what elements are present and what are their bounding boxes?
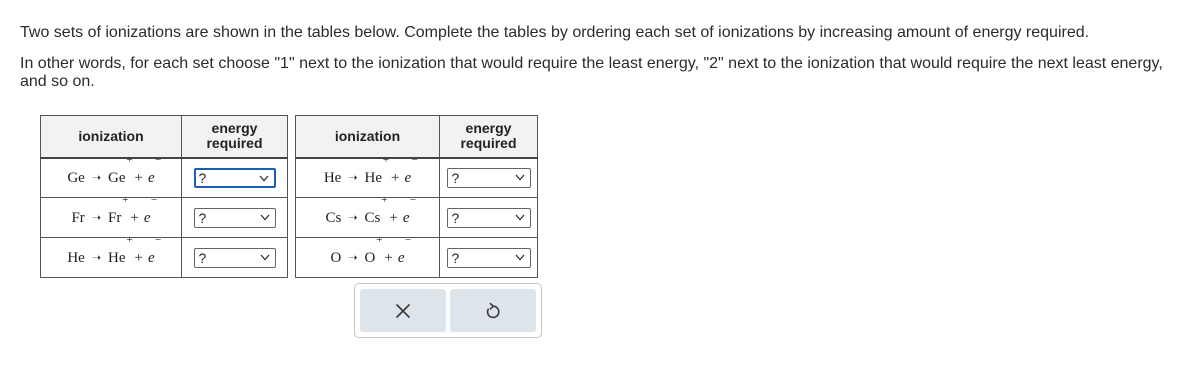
electron [148, 233, 162, 267]
atom-symbol: O [330, 249, 342, 266]
energy-rank-cell [182, 158, 288, 198]
reaction-arrow-icon: ➝ [91, 170, 102, 184]
ionization-row [296, 238, 538, 278]
ionization-equation [330, 233, 412, 266]
energy-rank-select[interactable] [194, 168, 276, 188]
chevron-down-icon [515, 254, 525, 261]
ionization-equation-cell [41, 193, 182, 238]
ion-symbol: Cs [364, 209, 381, 226]
ionization-equation [323, 153, 419, 186]
energy-rank-select[interactable] [447, 168, 531, 188]
ion-charge: + [126, 233, 133, 246]
electron-symbol: e [402, 209, 410, 226]
plus-sign: + [389, 209, 398, 226]
undo-icon [485, 302, 501, 320]
energy-rank-cell [440, 198, 538, 238]
ion-species [364, 193, 388, 227]
header-energy-required: energy required [440, 116, 538, 158]
chevron-down-icon [260, 254, 270, 261]
ion-charge: + [122, 193, 129, 206]
energy-rank-select[interactable] [447, 208, 531, 228]
electron [148, 153, 162, 187]
plus-sign: + [391, 169, 400, 186]
ionization-table-2 [295, 115, 538, 278]
electron-charge: − [150, 193, 158, 206]
instructions-line-1: Two sets of ionizations are shown in the tables below. Complete the tables by ordering each set of ionizations by increasing amount of energy required. [20, 24, 1090, 41]
ionization-equation [325, 193, 417, 226]
atom-symbol: Ge [67, 169, 85, 186]
ionization-equation-cell [41, 153, 182, 198]
ionization-equation-cell [41, 233, 182, 278]
ionization-row [41, 198, 288, 238]
electron [143, 193, 158, 227]
reaction-arrow-icon: ➝ [348, 210, 358, 224]
ionization-equation-cell [296, 153, 440, 198]
ionization-row [296, 158, 538, 198]
energy-rank-select[interactable] [447, 248, 531, 268]
energy-rank-cell [440, 158, 538, 198]
header-ionization: ionization [41, 116, 182, 158]
ionization-equation [67, 233, 162, 266]
ion-species [364, 153, 390, 187]
x-icon [396, 304, 410, 318]
ion-charge: + [382, 153, 390, 166]
ionization-equation [71, 193, 158, 226]
electron-charge: − [154, 233, 162, 246]
ionization-row [296, 198, 538, 238]
energy-rank-select[interactable] [194, 208, 276, 228]
electron-symbol: e [143, 209, 151, 226]
ion-species [108, 193, 129, 227]
energy-rank-value: ? [198, 169, 207, 186]
energy-rank-value: ? [451, 169, 460, 186]
electron-symbol: e [148, 249, 155, 266]
electron-symbol: e [397, 249, 405, 266]
energy-rank-select[interactable] [194, 248, 276, 268]
ionization-table-1 [40, 115, 288, 278]
instructions-line-2: In other words, for each set choose "1" next to the ionization that would require the least energy, "2" next to the ionization that would require the next least energy, and so on. [20, 55, 1163, 90]
electron [397, 233, 412, 267]
chevron-down-icon [260, 214, 270, 221]
reaction-arrow-icon: ➝ [348, 250, 358, 264]
plus-sign: + [134, 169, 143, 186]
atom-symbol: He [67, 249, 85, 266]
ion-symbol: He [364, 169, 383, 186]
chevron-down-icon [259, 175, 269, 182]
ion-symbol: Ge [108, 169, 126, 186]
ionization-equation-cell [296, 233, 440, 278]
energy-rank-value: ? [198, 249, 207, 266]
electron-symbol: e [404, 169, 412, 186]
electron [402, 193, 417, 227]
ionization-row [41, 238, 288, 278]
action-panel [354, 283, 542, 338]
header-ionization: ionization [296, 116, 440, 158]
ion-species [108, 153, 133, 187]
ion-symbol: He [108, 249, 126, 266]
ionization-equation-cell [296, 193, 440, 238]
energy-rank-cell [182, 198, 288, 238]
reaction-arrow-icon: ➝ [348, 170, 358, 184]
energy-rank-value: ? [451, 249, 460, 266]
plus-sign: + [130, 209, 139, 226]
atom-symbol: Fr [71, 209, 85, 226]
electron [404, 153, 419, 187]
electron-charge: − [410, 153, 419, 166]
header-energy-required: energy required [182, 116, 288, 158]
energy-rank-cell [182, 238, 288, 278]
ion-charge: + [381, 193, 388, 206]
chevron-down-icon [515, 214, 525, 221]
electron-charge: − [409, 193, 417, 206]
ionization-equation [67, 153, 162, 186]
clear-button[interactable] [360, 289, 446, 332]
ion-charge: + [126, 153, 133, 166]
electron-charge: − [404, 233, 412, 246]
chevron-down-icon [515, 174, 525, 181]
energy-rank-value: ? [198, 209, 207, 226]
reaction-arrow-icon: ➝ [91, 250, 102, 264]
ion-species [108, 233, 133, 267]
ion-charge: + [376, 233, 383, 246]
plus-sign: + [134, 249, 143, 266]
reaction-arrow-icon: ➝ [91, 210, 102, 224]
electron-charge: − [154, 153, 162, 166]
atom-symbol: Cs [325, 209, 342, 226]
atom-symbol: He [323, 169, 342, 186]
energy-rank-value: ? [451, 209, 460, 226]
ionization-row [41, 158, 288, 198]
electron-symbol: e [148, 169, 155, 186]
plus-sign: + [384, 249, 393, 266]
undo-button[interactable] [450, 289, 536, 332]
ion-symbol: Fr [108, 209, 122, 226]
ion-species [364, 233, 383, 267]
energy-rank-cell [440, 238, 538, 278]
ion-symbol: O [364, 249, 376, 266]
